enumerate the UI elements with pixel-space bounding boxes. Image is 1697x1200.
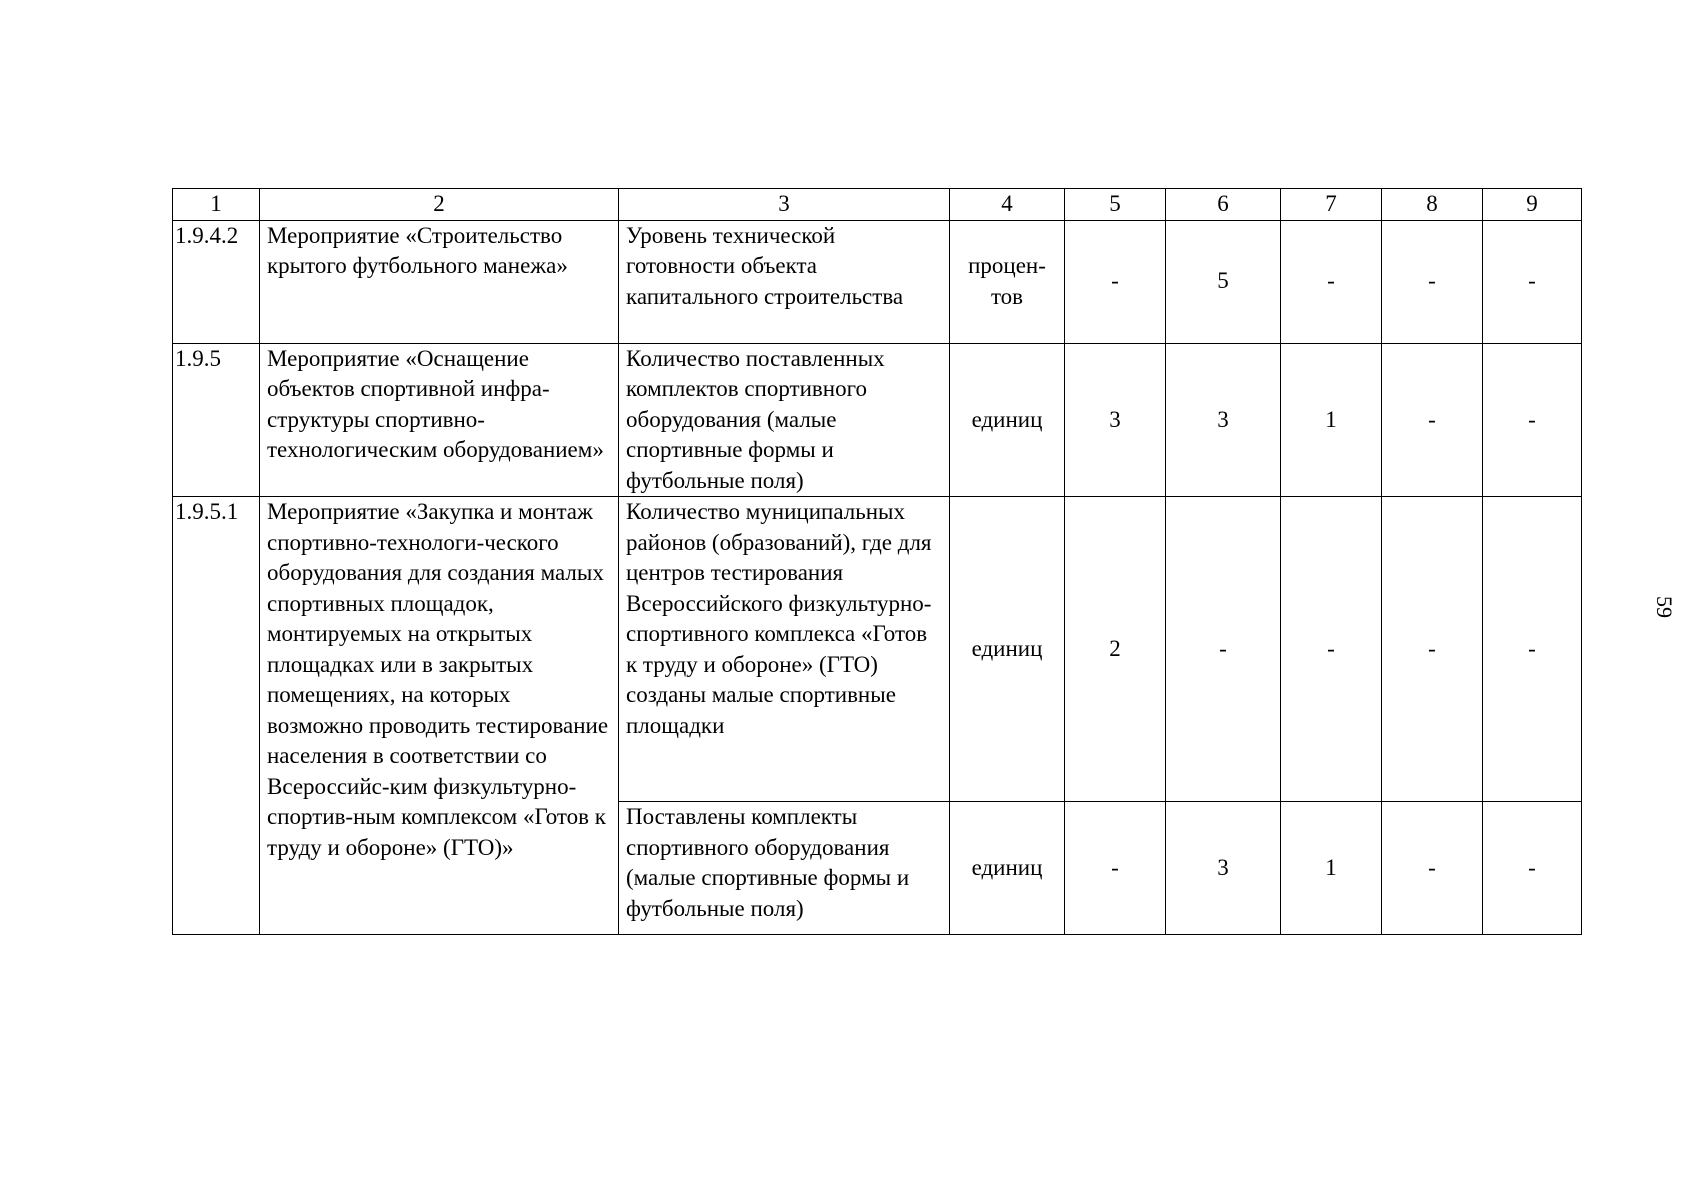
row-unit: процен-тов — [950, 220, 1065, 343]
table-row — [173, 343, 1582, 497]
indicators-table — [172, 188, 1582, 935]
row-indicator: Количество поставленных комплектов спортивного оборудования (малые спортивные формы и футбольные поля) — [619, 343, 950, 497]
row-value-7: 1 — [1281, 802, 1382, 935]
page-number: 59 — [1652, 596, 1677, 618]
row-value-7: - — [1281, 497, 1382, 802]
row-code: 1.9.5.1 — [173, 497, 260, 935]
header-cell-9: 9 — [1483, 189, 1582, 221]
row-value-8: - — [1382, 343, 1483, 497]
row-value-6: 3 — [1166, 802, 1281, 935]
row-activity: Мероприятие «Строительство крытого футбольного манежа» — [260, 220, 619, 343]
table-row — [173, 497, 1582, 802]
row-value-7: - — [1281, 220, 1382, 343]
header-cell-7: 7 — [1281, 189, 1382, 221]
row-indicator: Количество муниципальных районов (образований), где для центров тестирования Всероссийского физкультурно-спортивного комплекса «Готов к труду и обороне» (ГТО) созданы малые спортивные площадки — [619, 497, 950, 802]
row-value-5: - — [1065, 802, 1166, 935]
header-cell-1: 1 — [173, 189, 260, 221]
header-cell-3: 3 — [619, 189, 950, 221]
row-code: 1.9.4.2 — [173, 220, 260, 343]
row-value-6: 3 — [1166, 343, 1281, 497]
header-cell-8: 8 — [1382, 189, 1483, 221]
row-value-7: 1 — [1281, 343, 1382, 497]
row-value-5: - — [1065, 220, 1166, 343]
row-activity: Мероприятие «Оснащение объектов спортивной инфра-структуры спортивно-технологическим оборудованием» — [260, 343, 619, 497]
row-unit: единиц — [950, 343, 1065, 497]
table-row — [173, 220, 1582, 343]
row-code: 1.9.5 — [173, 343, 260, 497]
row-value-9: - — [1483, 497, 1582, 802]
row-value-9: - — [1483, 802, 1582, 935]
header-cell-5: 5 — [1065, 189, 1166, 221]
row-value-6: - — [1166, 497, 1281, 802]
row-indicator: Уровень технической готовности объекта капитального строительства — [619, 220, 950, 343]
row-unit: единиц — [950, 497, 1065, 802]
row-value-5: 2 — [1065, 497, 1166, 802]
header-cell-4: 4 — [950, 189, 1065, 221]
table-header-row — [173, 189, 1582, 221]
row-indicator: Поставлены комплекты спортивного оборудования (малые спортивные формы и футбольные поля) — [619, 802, 950, 935]
row-value-9: - — [1483, 220, 1582, 343]
row-value-6: 5 — [1166, 220, 1281, 343]
header-cell-6: 6 — [1166, 189, 1281, 221]
row-value-8: - — [1382, 220, 1483, 343]
row-unit: единиц — [950, 802, 1065, 935]
row-value-8: - — [1382, 802, 1483, 935]
header-cell-2: 2 — [260, 189, 619, 221]
row-activity: Мероприятие «Закупка и монтаж спортивно-технологи-ческого оборудования для создания малых спортивных площадок, монтируемых на открытых площадках или в закрытых помещениях, на которых возможно проводить тестирование населения в соответствии со Всероссийс-ким физкультурно-спортив-ным комплексом «Готов к труду и обороне» (ГТО)» — [260, 497, 619, 935]
row-value-8: - — [1382, 497, 1483, 802]
row-value-9: - — [1483, 343, 1582, 497]
row-value-5: 3 — [1065, 343, 1166, 497]
